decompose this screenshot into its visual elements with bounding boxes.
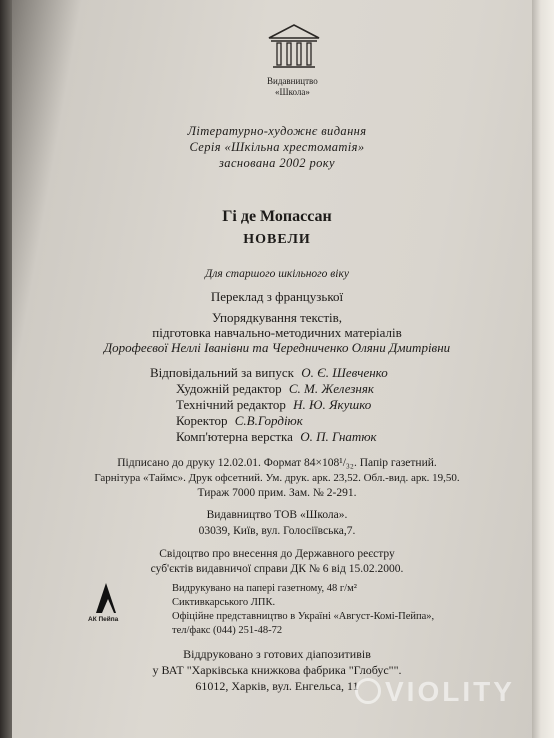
compilers-line1: Упорядкування текстів, (211, 310, 343, 325)
book-title: НОВЕЛИ (243, 232, 311, 247)
staff-row (176, 413, 303, 429)
staff-role: Коректор (176, 413, 228, 428)
book-author: Гі де Мопассан (222, 208, 332, 225)
staff-name: Н. Ю. Якушко (293, 397, 372, 412)
staff-role: Відповідальний за випуск (150, 365, 294, 380)
staff-name: С.В.Гордіюк (234, 413, 303, 428)
print-info-line3: Тираж 7000 прим. Зам. № 2-291. (197, 487, 357, 499)
print-info-line2: Гарнітура «Таймс». Друк офсетний. Ум. друк. арк. 23,52. Обл.-вид. арк. 19,50. (94, 472, 460, 484)
book-spine-shadow (0, 0, 12, 738)
publisher-temple-icon (265, 22, 323, 72)
staff-row (176, 397, 371, 413)
translation-note: Переклад з французької (210, 289, 344, 304)
printer-line3: 61012, Харків, вул. Енгельса, 11 (195, 679, 359, 693)
staff-name: С. М. Железняк (288, 381, 374, 396)
staff-role: Технічний редактор (176, 397, 286, 412)
printer-line2: у ВАТ "Харківська книжкова фабрика "Глобус"". (152, 663, 402, 677)
staff-row (176, 429, 377, 445)
paper-line4: тел/факс (044) 251-48-72 (172, 625, 283, 636)
ak-paper-logo-text: АК Пейпа (88, 616, 119, 623)
paper-line3: Офіційне представництво в Україні «Август-Комі-Пейпа», (172, 611, 435, 622)
publisher-address-line2: 03039, Київ, вул. Голосіївська,7. (198, 525, 356, 537)
publisher-name-line2: «Школа» (275, 87, 310, 97)
compilers-line3: Дорофеєвої Неллі Іванівни та Чередниченко Оляни Дмитрівни (103, 340, 451, 355)
staff-name: О. Є. Шевченко (301, 365, 388, 380)
series-line3: заснована 2002 року (219, 156, 335, 170)
audience: Для старшого шкільного віку (205, 268, 349, 280)
certificate-line1: Свідоцтво про внесення до Державного реєстру (159, 548, 395, 560)
series-line2: Серія «Шкільна хрестоматія» (189, 140, 365, 154)
paper-line2: Сиктивкарського ЛПК. (172, 597, 276, 608)
printer-line1: Віддруковано з готових діапозитивів (183, 647, 371, 661)
certificate-line2: суб'єктів видавничої справи ДК № 6 від 15.02.2000. (150, 563, 404, 575)
watermark-logo-icon (355, 678, 381, 704)
staff-name: О. П. Гнатюк (300, 429, 377, 444)
paper-line1: Видрукувано на папері газетному, 48 г/м² (172, 583, 357, 594)
publisher-name-line1: Видавництво (267, 76, 318, 86)
page-edge (532, 0, 554, 738)
series-line1: Літературно-художнє видання (187, 124, 367, 138)
staff-row (150, 365, 388, 381)
compilers-line2: підготовка навчально-методичних матеріалів (152, 325, 402, 340)
staff-row (176, 381, 374, 397)
print-info-line1: Підписано до друку 12.02.01. Формат 84×108¹/₃₂. Папір газетний. (117, 457, 437, 469)
watermark: VIOLITY (385, 676, 515, 707)
staff-role: Художній редактор (176, 381, 282, 396)
publisher-address-line1: Видавництво ТОВ «Школа». (206, 509, 348, 521)
staff-role: Комп'ютерна верстка (176, 429, 293, 444)
